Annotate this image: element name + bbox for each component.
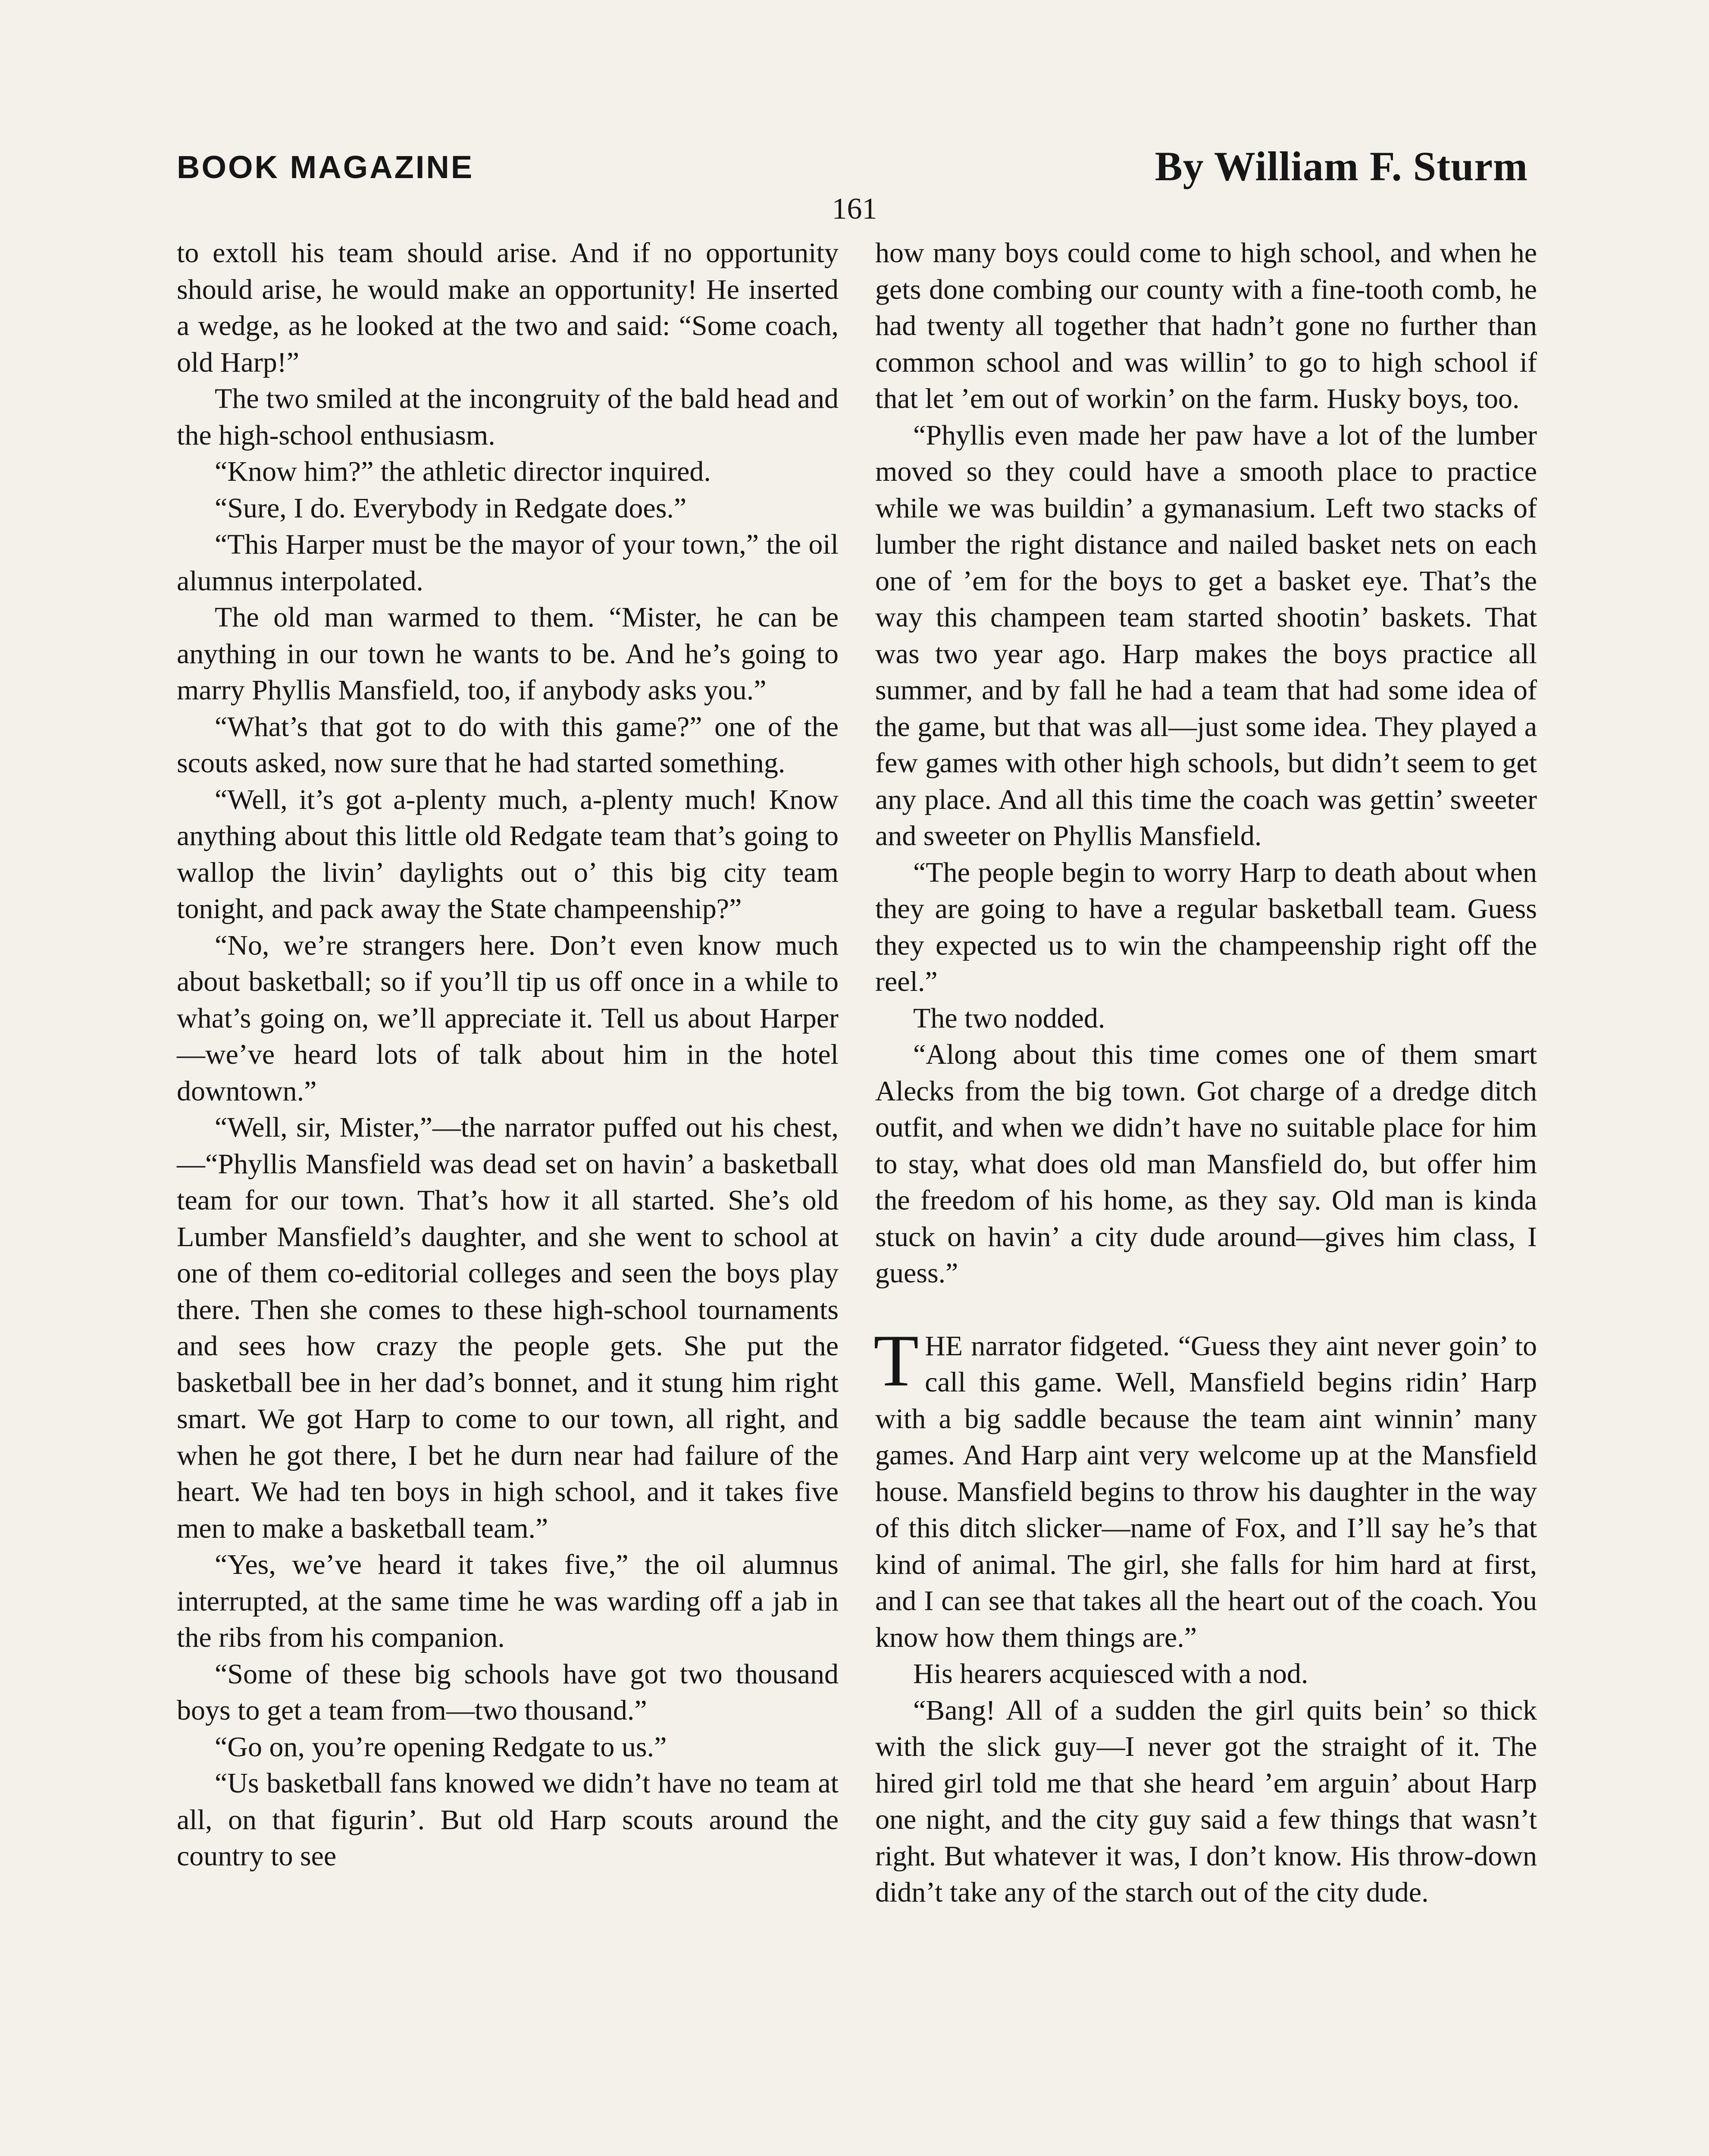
paragraph: “Know him?” the athletic director inquired.	[215, 456, 711, 487]
running-head-magazine: BOOK MAGAZINE	[177, 149, 474, 185]
paragraph: “Us basketball fans knowed we didn’t have no team at all, on that figurin’. But old Harp scouts around the country to see	[177, 1767, 839, 1872]
paragraph: “Some of these big schools have got two thousand boys to get a team from—two thousand.”	[177, 1658, 839, 1726]
drop-cap: T	[873, 1319, 919, 1402]
paragraph: “What’s that got to do with this game?” one of the scouts asked, now sure that he had started something.	[177, 711, 839, 779]
paragraph: “No, we’re strangers here. Don’t even know much about basketball; so if you’ll tip us off once in a while to what’s going on, we’ll appreciate it. Tell us about Harper—we’ve heard lots of talk about him in the hotel downtown.”	[177, 929, 839, 1107]
section-start-text: HE narrator fidgeted. “Guess they aint never goin’ to call this game. Well, Mansfield begins ridin’ Harp with a big saddle because the team aint winnin’ many games. And Harp aint very welcome up at the Mansfield house. Mansfield begins to throw his daughter in the way of this ditch slicker—name of Fox, and I’ll say he’s that kind of animal. The girl, she falls for him hard at first, and I can see that takes all the heart out of the coach. You know how them things are.”	[875, 1330, 1537, 1653]
left-column	[177, 235, 839, 1875]
paragraph: “This Harper must be the mayor of your town,” the oil alumnus interpolated.	[177, 529, 839, 597]
running-head-byline: By William F. Sturm	[1155, 143, 1528, 189]
right-column	[875, 235, 1537, 1911]
paragraph: “Sure, I do. Everybody in Redgate does.”	[215, 492, 687, 524]
paragraph: to extoll his team should arise. And if no opportunity should arise, he would make an opportunity! He inserted a wedge, as he looked at the two and said: “Some coach, old Harp!”	[177, 237, 839, 378]
paragraph: “Well, it’s got a-plenty much, a-plenty much! Know anything about this little old Redgate team that’s going to wallop the livin’ daylights out o’ this big city team tonight, and pack away the State champeenship?”	[177, 783, 839, 924]
paragraph: The two smiled at the incongruity of the bald head and the high-school enthusiasm.	[177, 383, 839, 451]
paragraph: The two nodded.	[913, 1002, 1105, 1034]
page-number: 161	[832, 192, 877, 226]
paragraph: “Go on, you’re opening Redgate to us.”	[215, 1731, 667, 1763]
paragraph: “Bang! All of a sudden the girl quits bein’ so thick with the slick guy—I never got the straight of it. The hired girl told me that she heard ’em arguin’ about Harp one night, and the city guy said a few things that wasn’t right. But whatever it was, I don’t know. His throw-down didn’t take any of the starch out of the city dude.	[875, 1694, 1537, 1908]
section-start-paragraph	[873, 1319, 1537, 1656]
paragraph: “Phyllis even made her paw have a lot of the lumber moved so they could have a smooth place to practice while we was buildin’ a gymanasium. Left two stacks of lumber the right distance and nailed basket nets on each one of ’em for the boys to get a basket eye. That’s the way this champeen team started shootin’ baskets. That was two year ago. Harp makes the boys practice all summer, and by fall he had a team that had some idea of the game, but that was all—just some idea. They played a few games with other high schools, but didn’t seem to get any place. And all this time the coach was gettin’ sweeter and sweeter on Phyllis Mansfield.	[875, 419, 1537, 852]
paragraph: “Yes, we’ve heard it takes five,” the oil alumnus interrupted, at the same time he was warding off a jab in the ribs from his companion.	[177, 1549, 839, 1653]
paragraph: how many boys could come to high school, and when he gets done combing our county with a fine-tooth comb, he had twenty all together that hadn’t gone no further than common school and was willin’ to go to high school if that let ’em out of workin’ on the farm. Husky boys, too.	[875, 237, 1537, 414]
paragraph: His hearers acquiesced with a nod.	[913, 1658, 1308, 1689]
paragraph: “Well, sir, Mister,”—the narrator puffed out his chest,—“Phyllis Mansfield was dead set on havin’ a basketball team for our town. That’s how it all started. She’s old Lumber Mansfield’s daughter, and she went to school at one of them co-editorial colleges and seen the boys play there. Then she comes to these high-school tournaments and sees how crazy the people gets. She put the basketball bee in her dad’s bonnet, and it stung him right smart. We got Harp to come to our town, all right, and when he got there, I bet he durn near had failure of the heart. We had ten boys in high school, and it takes five men to make a basketball team.”	[177, 1112, 839, 1544]
paragraph: The old man warmed to them. “Mister, he can be anything in our town he wants to be. And he’s going to marry Phyllis Mansfield, too, if anybody asks you.”	[177, 602, 839, 706]
paragraph: “Along about this time comes one of them smart Alecks from the big town. Got charge of a dredge ditch outfit, and when we didn’t have no suitable place for him to stay, what does old man Mansfield do, but offer him the freedom of his home, as they say. Old man is kinda stuck on havin’ a city dude around—gives him class, I guess.”	[875, 1039, 1537, 1289]
paragraph: “The people begin to worry Harp to death about when they are going to have a regular basketball team. Guess they expected us to win the champeenship right off the reel.”	[875, 856, 1537, 997]
